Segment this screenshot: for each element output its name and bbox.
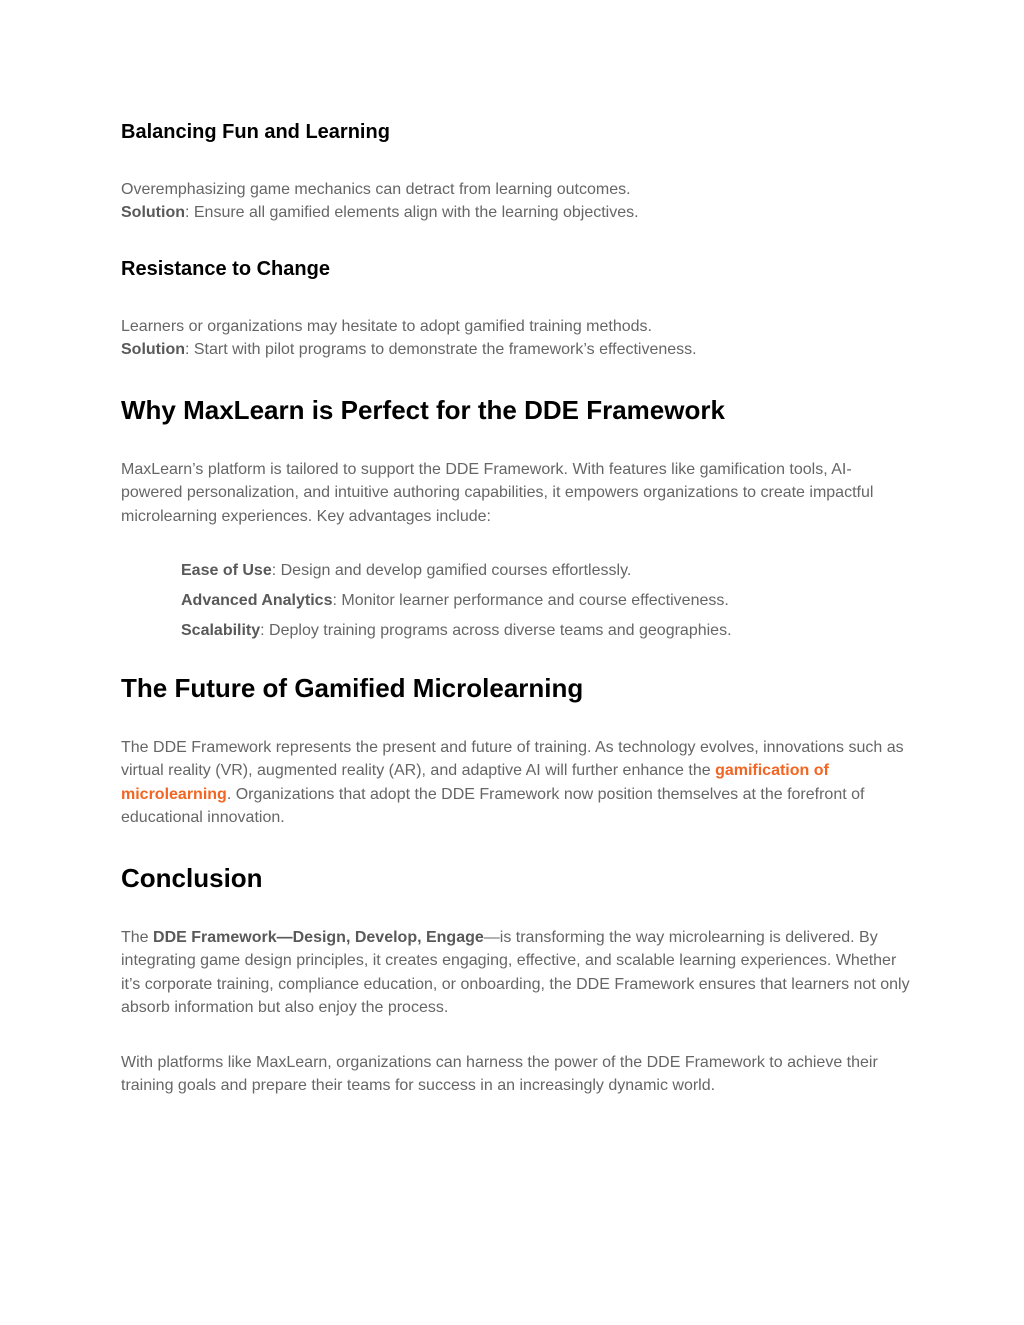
- bullet-label: Scalability: [181, 622, 261, 639]
- heading-resistance: Resistance to Change: [121, 258, 330, 280]
- future-text-after: . Organizations that adopt the DDE Framework now position themselves at the forefront of educational innovation.: [121, 785, 865, 826]
- solution-text: : Ensure all gamified elements align with the learning objectives.: [184, 204, 639, 222]
- advantages-list: [181, 561, 901, 651]
- heading-conclusion: Conclusion: [121, 863, 263, 893]
- paragraph-future: [121, 736, 911, 829]
- conclusion-bold: DDE Framework—Design, Develop, Engage: [153, 929, 484, 946]
- solution-text: : Start with pilot programs to demonstrate the framework’s effectiveness.: [184, 341, 697, 359]
- gamification-link[interactable]: gamification of microlearning: [121, 762, 829, 803]
- paragraph-conclusion-1: [121, 926, 911, 1019]
- conclusion-text-before: The: [121, 929, 154, 946]
- bullet-text: : Monitor learner performance and course effectiveness.: [332, 592, 729, 609]
- future-text-before: The DDE Framework represents the present and future of training. As technology evolves, innovations such as virtual reality (VR), augmented reality (AR), and adaptive AI will further enhance the: [121, 739, 904, 780]
- conclusion-text-after: —is transforming the way microlearning is delivered. By integrating game design principles, it creates engaging, effective, and scalable learning experiences. Whether it’s corporate training, compliance education, or onboarding, the DDE Framework ensures that learners not only absorb information but also enjoy the process.: [121, 929, 910, 1016]
- solution-label: Solution: [121, 341, 185, 359]
- solution-label: Solution: [121, 204, 185, 222]
- balancing-text: Overemphasizing game mechanics can detract from learning outcomes.: [121, 181, 631, 198]
- bullet-label: Advanced Analytics: [181, 592, 333, 609]
- paragraph-why-maxlearn: MaxLearn’s platform is tailored to support the DDE Framework. With features like gamification tools, AI-powered personalization, and intuitive authoring capabilities, it empowers organizations to create impactful microlearning experiences. Key advantages include:: [121, 461, 874, 525]
- heading-why-maxlearn: Why MaxLearn is Perfect for the DDE Framework: [121, 395, 725, 425]
- heading-balancing: Balancing Fun and Learning: [121, 121, 390, 143]
- bullet-text: : Design and develop gamified courses effortlessly.: [271, 562, 632, 579]
- resistance-text: Learners or organizations may hesitate to adopt gamified training methods.: [121, 318, 652, 335]
- list-item: [181, 561, 901, 581]
- heading-future: The Future of Gamified Microlearning: [121, 673, 584, 703]
- bullet-label: Ease of Use: [181, 562, 272, 579]
- paragraph-resistance: [121, 315, 911, 362]
- list-item: [181, 591, 901, 611]
- bullet-text: : Deploy training programs across diverse teams and geographies.: [260, 622, 732, 639]
- paragraph-balancing: [121, 178, 911, 225]
- list-item: [181, 621, 901, 641]
- paragraph-conclusion-2: With platforms like MaxLearn, organizations can harness the power of the DDE Framework to achieve their training goals and prepare their teams for success in an increasingly dynamic world.: [121, 1054, 878, 1095]
